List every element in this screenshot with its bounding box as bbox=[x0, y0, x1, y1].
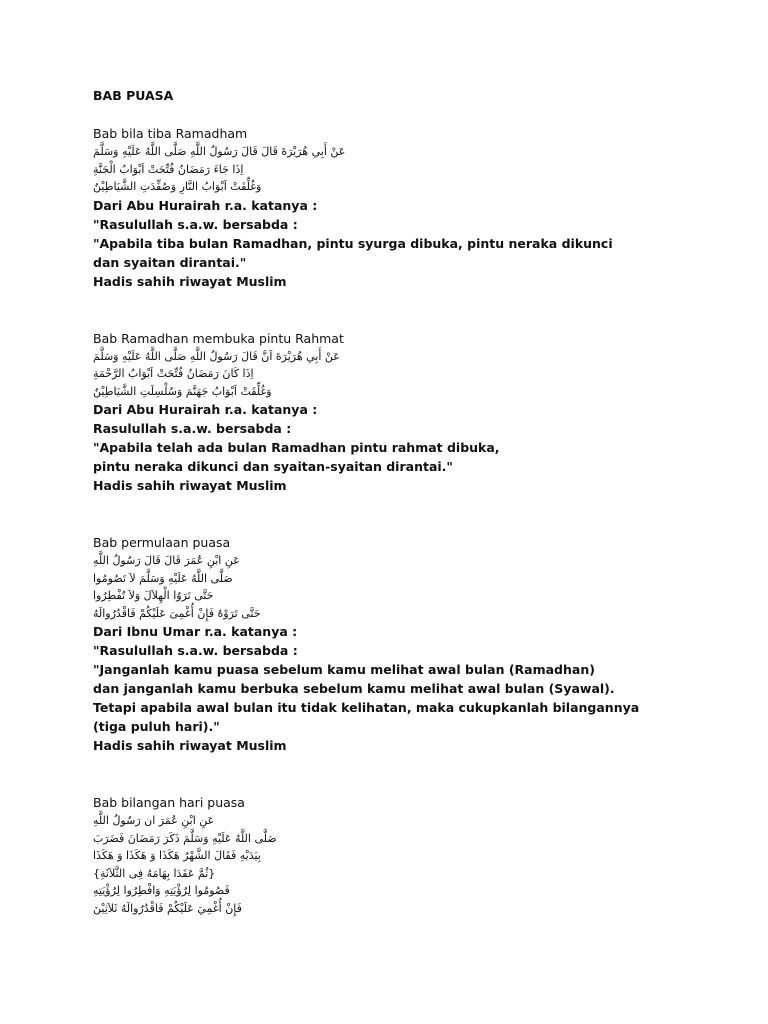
spacer bbox=[93, 105, 693, 124]
narrator-line: Dari Abu Hurairah r.a. katanya : bbox=[93, 197, 318, 213]
section-heading: Bab Ramadhan membuka pintu Rahmat bbox=[93, 330, 344, 346]
arabic-line: اِذَا كَانَ رَمَضَانُ فُتِّحَتْ اَبْوَابُ الرَّحْمَةِ bbox=[93, 367, 254, 380]
arabic-line: فَإِنْ أُغْمِيَ عَلَيْكُمْ فَاقْدُرُوالَهُ ثَلاَثِيْنَ bbox=[93, 901, 242, 915]
source-line: Hadis sahih riwayat Muslim bbox=[93, 478, 287, 493]
arabic-line: {ثُمَّ عَقَدَا بِهَامَهُ فِى الثَّلاَثَةِ} bbox=[93, 866, 216, 880]
arabic-line: عَنْ أَبِي هُرَيْرَةَ قَالَ قَالَ رَسُولُ اللَّهِ صَلَّى اللَّهُ عَلَيْهِ وَسَلَّمَ bbox=[93, 145, 346, 158]
section-ramadhan-membuka-pintu-rahmat bbox=[93, 329, 693, 496]
arabic-line: فَصُومُوا لِرُؤْيَتِهِ وَافْطِرُوا لِرُؤْيَتِهِ bbox=[93, 884, 230, 897]
arabic-line: حَتَّى تَرَوُا الْهِلاَلَ وَلاَ تُفْطِرُوا bbox=[93, 589, 214, 602]
text-line: dan syaitan dirantai." bbox=[93, 254, 247, 270]
arabic-line: حَتَّى تَرَوْهُ فَإِنْ أُغْمِىَ عَلَيْكُمْ فَاقْدُرُوالَهُ bbox=[93, 606, 261, 620]
arabic-line: عَنِ ابْنِ عُمَرَ ان رَسُولُ اللَّهِ bbox=[93, 814, 215, 827]
spacer bbox=[93, 495, 693, 533]
spacer bbox=[93, 291, 693, 329]
arabic-line: بِيَدَيْهِ فَقَالَ الشَّهْرُ هَكَذَا وَ هَكَذَا وَ هَكَذَا bbox=[93, 849, 261, 862]
text-line: Tetapi apabila awal bulan itu tidak kelihatan, maka cukupkanlah bilangannya bbox=[93, 700, 640, 715]
text-line: "Rasulullah s.a.w. bersabda : bbox=[93, 643, 298, 658]
section-heading: Bab permulaan puasa bbox=[93, 535, 231, 550]
narrator-line: Dari Ibnu Umar r.a. katanya : bbox=[93, 624, 298, 639]
arabic-line: عَنْ أَبِي هُرَيْرَةَ اَنَّ قَالَ رَسُولُ اللَّهِ صَلَّى اللَّهُ عَلَيْهِ وَسَلَّمَ bbox=[93, 349, 340, 363]
document-page bbox=[93, 86, 693, 917]
text-line: "Rasulullah s.a.w. bersabda : bbox=[93, 216, 298, 232]
source-line: Hadis sahih riwayat Muslim bbox=[93, 738, 287, 753]
section-heading: Bab bila tiba Ramadham bbox=[93, 126, 248, 141]
text-line: (tiga puluh hari)." bbox=[93, 719, 220, 734]
spacer bbox=[93, 755, 693, 793]
text-line: dan janganlah kamu berbuka sebelum kamu melihat awal bulan (Syawal). bbox=[93, 681, 615, 696]
section-bila-tiba-ramadhan bbox=[93, 124, 693, 291]
section-bilangan-hari-puasa bbox=[93, 793, 693, 917]
section-heading: Bab bilangan hari puasa bbox=[93, 795, 245, 810]
text-line: "Apabila telah ada bulan Ramadhan pintu rahmat dibuka, bbox=[93, 440, 500, 455]
arabic-line: وَغُلِّقَتْ اَبْوَابُ جَهَنَّمَ وَسُلْسِلَتِ الشَّيَاطِيْنُ bbox=[93, 384, 272, 398]
text-line: "Apabila tiba bulan Ramadhan, pintu syurga dibuka, pintu neraka dikunci bbox=[93, 235, 613, 251]
text-line: "Janganlah kamu puasa sebelum kamu melihat awal bulan (Ramadhan) bbox=[93, 662, 595, 677]
document-title: BAB PUASA bbox=[93, 88, 174, 103]
text-line: pintu neraka dikunci dan syaitan-syaitan dirantai." bbox=[93, 459, 453, 474]
arabic-line: صَلَّى اللَّهُ عَلَيْهِ وَسَلَّمَ لاَ تَصُومُوا bbox=[93, 571, 233, 585]
section-permulaan-puasa bbox=[93, 533, 693, 755]
text-line: Rasulullah s.a.w. bersabda : bbox=[93, 421, 292, 436]
narrator-line: Dari Abu Hurairah r.a. katanya : bbox=[93, 402, 318, 417]
arabic-line: وَغُلِّقَتْ اَبْوَابُ النَّارِ وَصُفِّدَتِ الشَّيَاطِيْنُ bbox=[93, 180, 262, 193]
arabic-line: صَلَّى اللَّهُ عَلَيْهِ وَسَلَّمَ ذَكَرَ رَمَضَانَ فَضَرَبَ bbox=[93, 831, 277, 845]
arabic-line: اِذَا جَاءَ رَمَضَانُ فُتِّحَتْ اَبْوَابُ الْجَنَّةِ bbox=[93, 162, 244, 176]
arabic-line: عَنِ ابْنِ عُمَرَ قَالَ قَالَ رَسُولُ اللَّهِ bbox=[93, 554, 240, 567]
source-line: Hadis sahih riwayat Muslim bbox=[93, 273, 287, 289]
